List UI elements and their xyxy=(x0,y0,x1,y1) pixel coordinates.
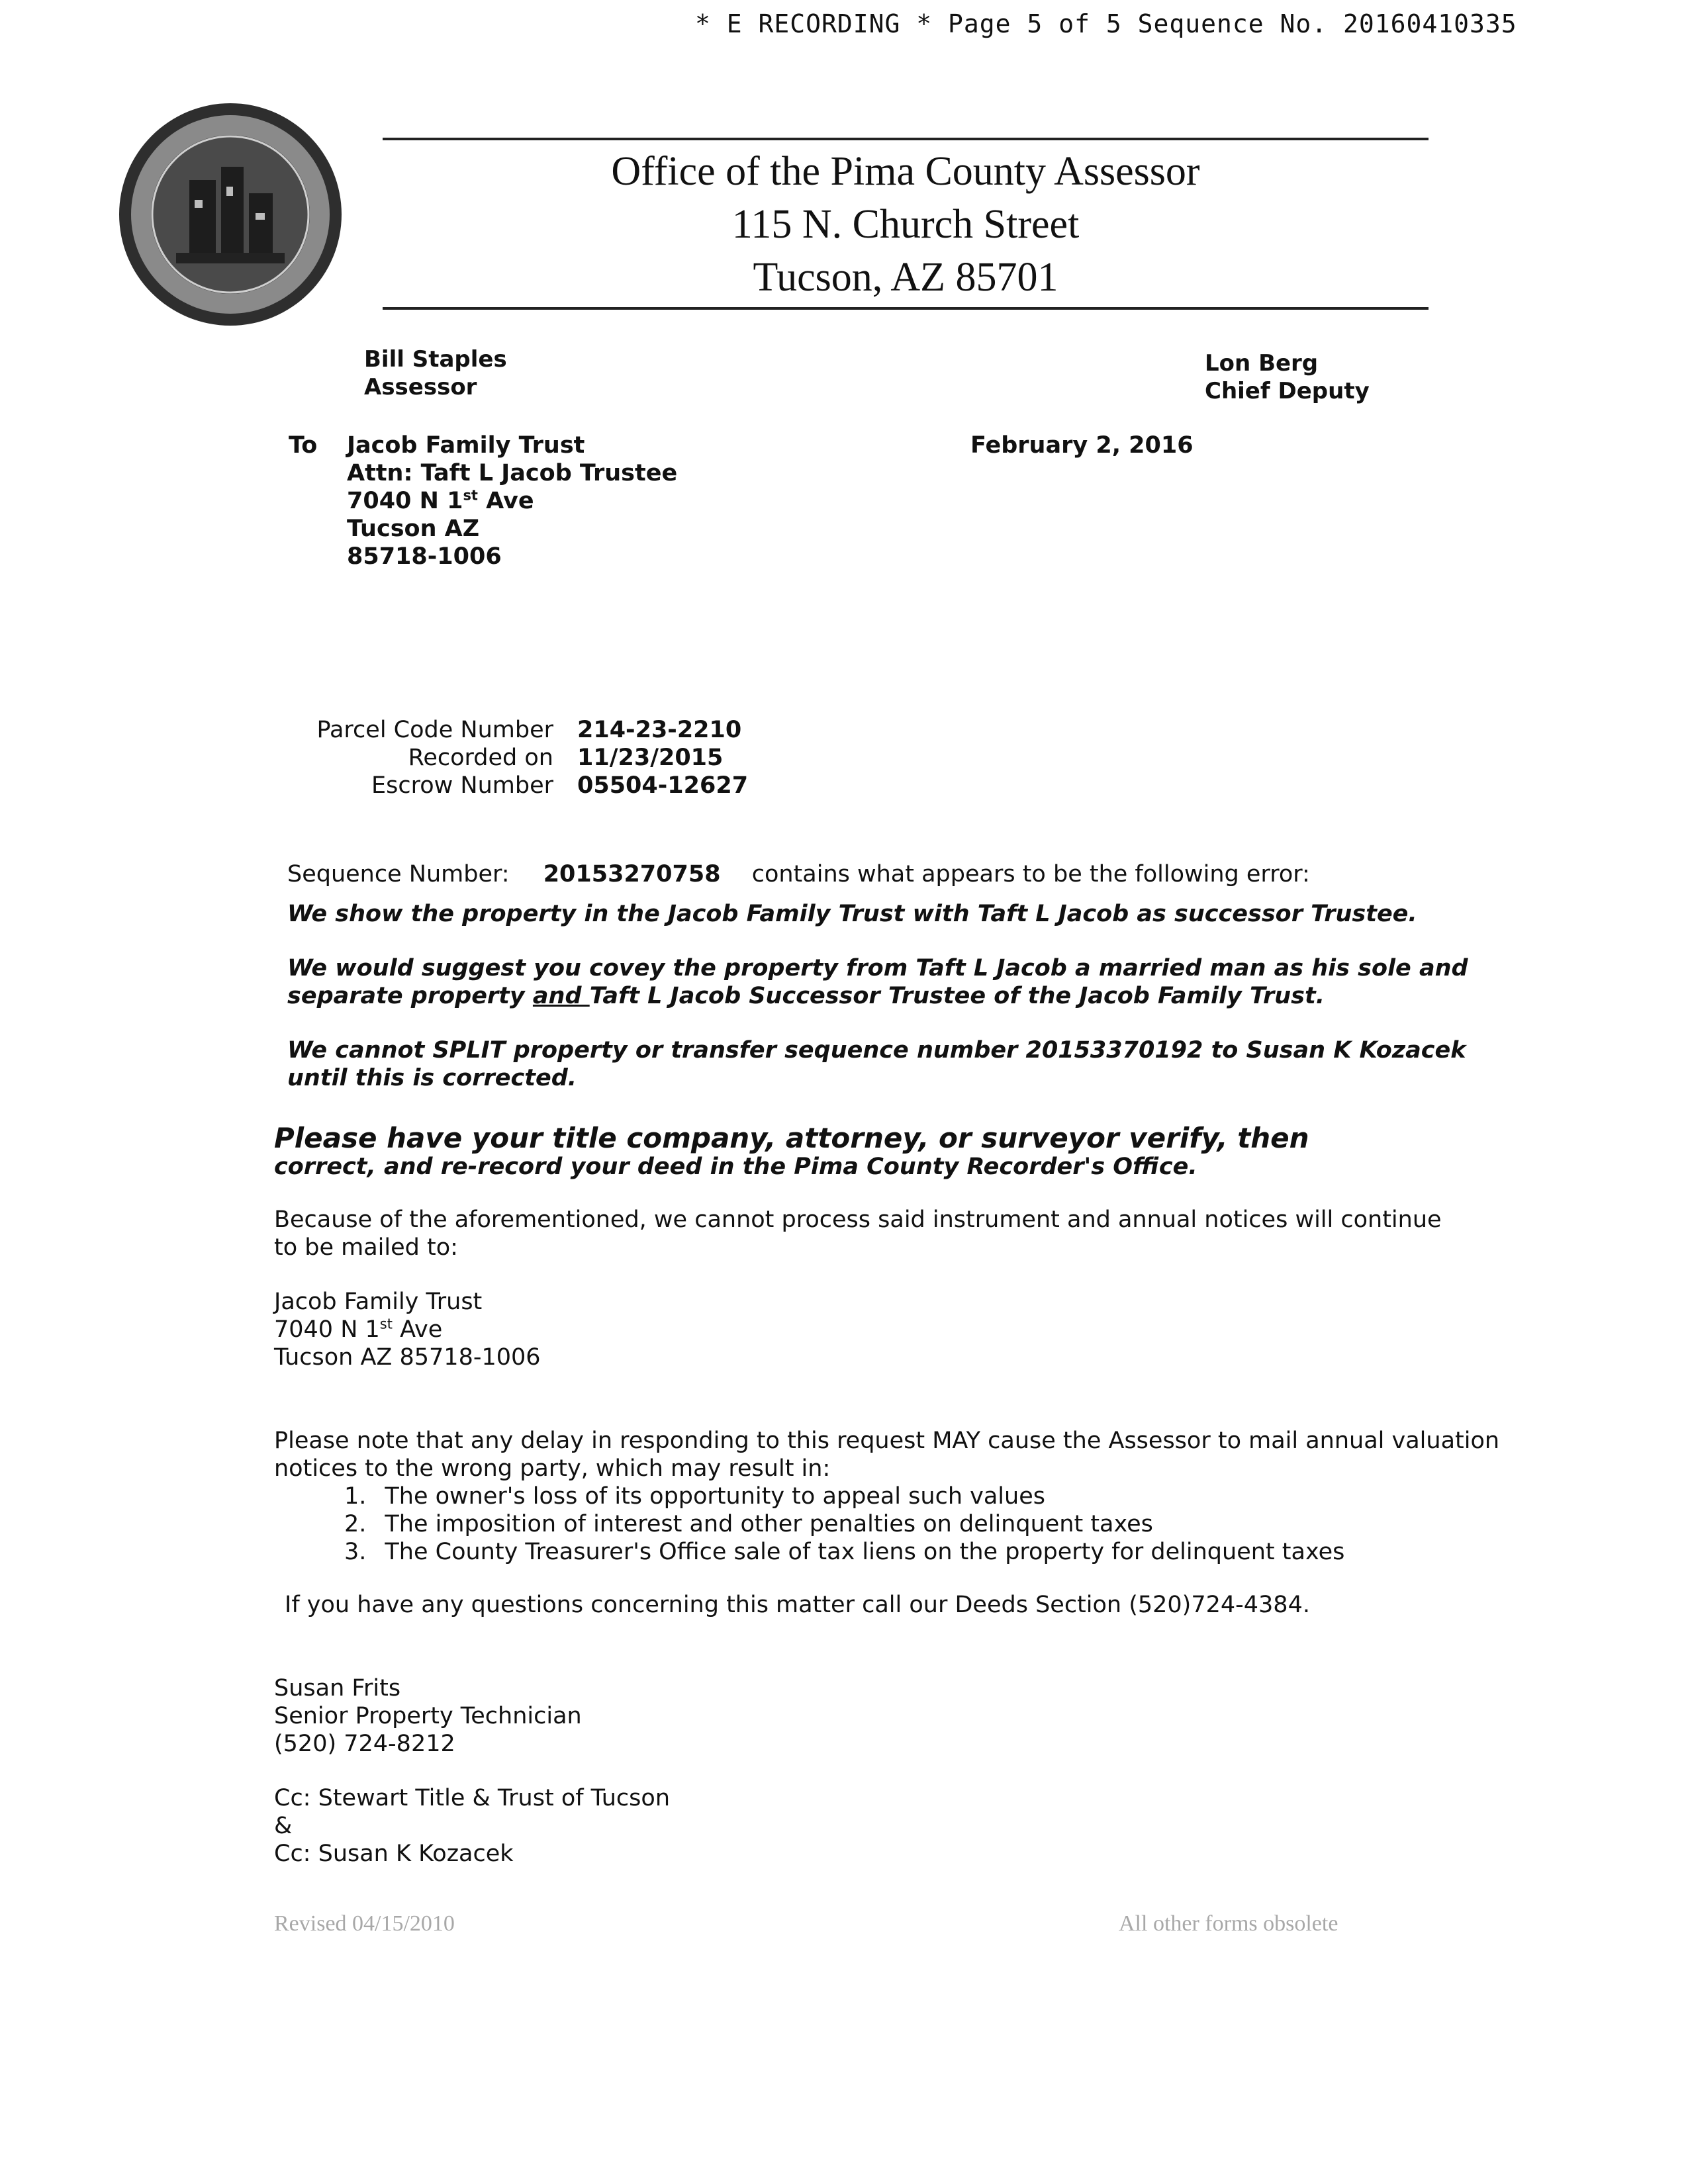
assessor-name: Bill Staples xyxy=(364,346,507,373)
mail-to-address: Jacob Family Trust 7040 N 1st Ave Tucson AZ 85718-1006 xyxy=(274,1289,541,1371)
parcel-code-value: 214-23-2210 xyxy=(577,717,742,743)
escrow-number-label: Escrow Number xyxy=(371,772,553,799)
list-item: 2. The imposition of interest and other penalties on delinquent taxes xyxy=(344,1511,1153,1537)
questions-line: If you have any questions concerning this matter call our Deeds Section (520)724-4384. xyxy=(285,1592,1310,1618)
recipient-line: 85718-1006 xyxy=(347,543,502,570)
parcel-code-label: Parcel Code Number xyxy=(316,717,553,743)
consequence-list xyxy=(344,1482,1344,1566)
delay-paragraph: Please note that any delay in responding to this request MAY cause the Assessor to mail annual valuation notices to the wrong party, which may result in: xyxy=(274,1428,1500,1482)
error-paragraph-3: We cannot SPLIT property or transfer sequence number 20153370192 to Susan K Kozacek until this is corrected. xyxy=(287,1037,1466,1091)
recipient-line: Jacob Family Trust xyxy=(347,432,585,459)
cc-line: Cc: Stewart Title & Trust of Tucson xyxy=(274,1785,671,1811)
recipient-address xyxy=(347,432,677,570)
signature-block xyxy=(274,1674,582,1758)
sequence-line xyxy=(287,860,1310,888)
recording-header: * E RECORDING * Page 5 of 5 Sequence No. 20160410335 xyxy=(695,9,1517,38)
sequence-suffix: contains what appears to be the following error: xyxy=(751,861,1310,887)
letterhead-bottom-rule xyxy=(383,307,1429,310)
instruction-line-1: Please have your title company, attorney, or surveyor verify, then xyxy=(274,1122,1309,1154)
cc-amp: & xyxy=(274,1813,293,1839)
office-name: Office of the Pima County Assessor xyxy=(611,149,1200,194)
notice-paragraph: Because of the aforementioned, we cannot process said instrument and annual notices will continue to be mailed to: xyxy=(274,1206,1442,1261)
obsolete-note: All other forms obsolete xyxy=(1119,1911,1338,1936)
office-street: 115 N. Church Street xyxy=(731,202,1080,247)
cc-line: Cc: Susan K Kozacek xyxy=(274,1841,514,1867)
to-label: To xyxy=(289,432,318,459)
recipient-line: 7040 N 1st Ave xyxy=(347,487,534,514)
pima-county-seal-icon xyxy=(117,101,344,328)
signer-title: Senior Property Technician xyxy=(274,1703,582,1729)
escrow-number-value: 05504-12627 xyxy=(577,772,749,799)
recorded-on-label: Recorded on xyxy=(408,745,553,771)
recipient-line: Tucson AZ xyxy=(347,516,480,542)
error-paragraph-1: We show the property in the Jacob Family Trust with Taft L Jacob as successor Trustee. xyxy=(287,901,1417,927)
recipient-line: Attn: Taft L Jacob Trustee xyxy=(347,460,678,486)
assessor-title: Assessor xyxy=(364,374,477,400)
cc-block xyxy=(274,1784,670,1868)
revised-note: Revised 04/15/2010 xyxy=(274,1911,455,1936)
sequence-label: Sequence Number: xyxy=(287,861,510,887)
deputy-title: Chief Deputy xyxy=(1205,378,1370,404)
signer-phone: (520) 724-8212 xyxy=(274,1731,455,1757)
signer-name: Susan Frits xyxy=(274,1675,401,1702)
letter-date: February 2, 2016 xyxy=(970,432,1194,459)
instruction-line-2: correct, and re-record your deed in the Pima County Recorder's Office. xyxy=(274,1154,1197,1180)
parcel-labels xyxy=(291,716,553,799)
parcel-values xyxy=(577,716,748,799)
deputy-name: Lon Berg xyxy=(1205,350,1319,377)
list-item: 3. The County Treasurer's Office sale of tax liens on the property for delinquent taxes xyxy=(344,1539,1345,1565)
error-paragraph-2: We would suggest you covey the property from Taft L Jacob a married man as his sole and separate property and Taft L Jacob Successor Trustee of the Jacob Family Trust. xyxy=(287,955,1468,1009)
office-city: Tucson, AZ 85701 xyxy=(753,255,1058,300)
recorded-on-value: 11/23/2015 xyxy=(577,745,724,771)
list-item: 1. The owner's loss of its opportunity to appeal such values xyxy=(344,1483,1045,1510)
letterhead-top-rule xyxy=(383,138,1429,140)
sequence-value: 20153270758 xyxy=(543,861,721,887)
